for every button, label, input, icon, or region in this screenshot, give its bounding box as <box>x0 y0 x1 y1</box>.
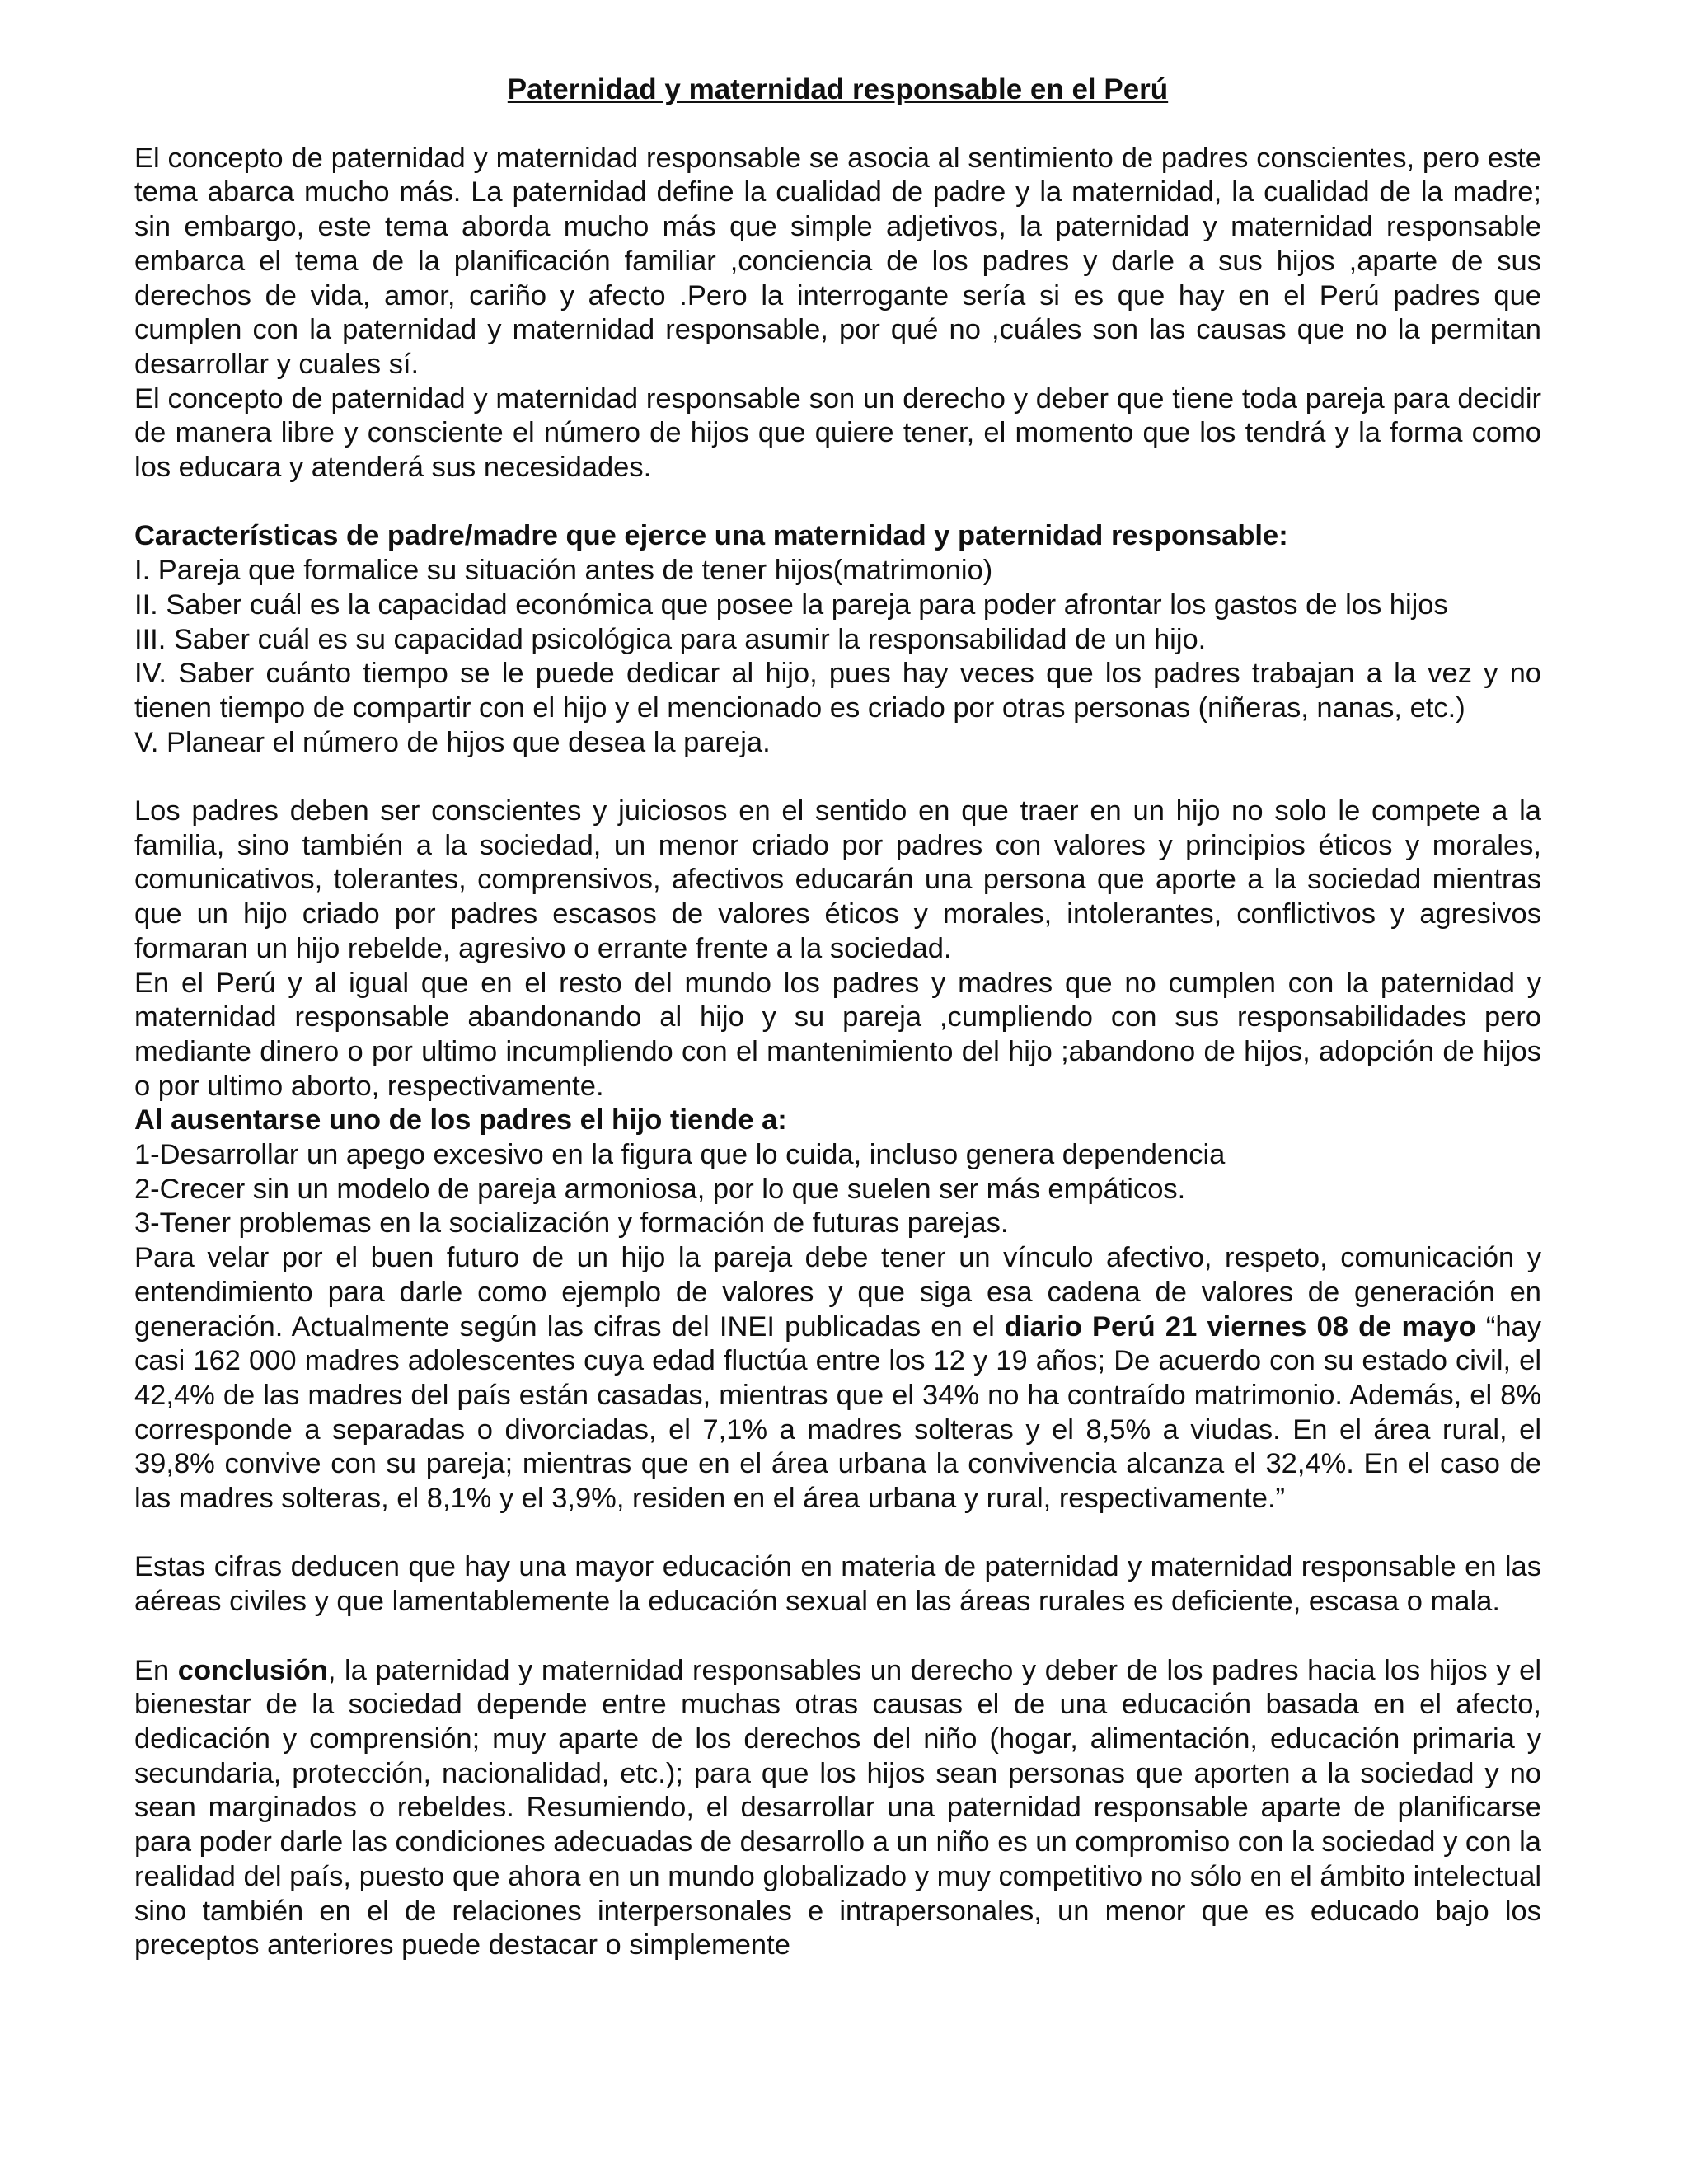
absence-item: 3-Tener problemas en la socialización y formación de futuras parejas. <box>134 1207 1009 1240</box>
stats-text-after: “hay casi 162 000 madres adolescentes cuya edad fluctúa entre los 12 y 19 años; De acuerdo con su estado civil, el 42,4% de las madres del país están casadas, mientras que el 34% no ha contraído matrimonio. Además, el 8% corresponde a separadas o divorciadas, el 7,1% a madres solteras y el 8,5% a viudas. En el área rural, el 39,8% convive con su pareja; mientras que en el área urbana la convivencia alcanza el 32,4%. En el caso de las madres solteras, el 8,1% y el 3,9%, residen en el área urbana y rural, respectivamente.” <box>134 1310 1541 1515</box>
intro-paragraph-2: El concepto de paternidad y maternidad responsable son un derecho y deber que tiene toda pareja para decidir de manera libre y consciente el número de hijos que quiere tener, el momento que los tendrá y la forma como los educara y atenderá sus necesidades. <box>134 382 1541 484</box>
stats-text-before: Para velar por el buen futuro de un hijo la pareja debe tener un vínculo afectivo, respeto, comunicación y entendimiento para darle como ejemplo de valores y que siga esa cadena de valores de generación en generación. Actualmente según las cifras del INEI publicadas en el <box>134 1242 1541 1343</box>
conclusion-bold: conclusión <box>177 1654 328 1686</box>
spacer <box>134 485 1541 520</box>
spacer <box>134 1619 1541 1654</box>
stats-paragraph <box>134 1241 1541 1516</box>
conclusion-text: , la paternidad y maternidad responsables un derecho y deber de los padres hacia los hijos y el bienestar de la sociedad depende entre muchas otras causas el de una educación basada en el afecto, dedicación y comprensión; muy aparte de los derechos del niño (hogar, alimentación, educación primaria y secundaria, protección, nacionalidad, etc.); para que los hijos sean personas que aporten a la sociedad y no sean marginados o rebeldes. Resumiendo, el desarrollar una paternidad responsable aparte de planificarse para poder darle las condiciones adecuadas de desarrollo a un niño es un compromiso con la sociedad y con la realidad del país, puesto que ahora en un mundo globalizado y muy competitivo no sólo en el ámbito intelectual sino también en el de relaciones interpersonales e intrapersonales, un menor que es educado bajo los preceptos anteriores puede destacar o simplemente <box>134 1654 1541 1961</box>
deduction-paragraph: Estas cifras deducen que hay una mayor educación en materia de paternidad y maternidad responsable en las aéreas civiles y que lamentablemente la educación sexual en las áreas rurales es deficiente, escasa o mala. <box>134 1551 1541 1618</box>
intro-paragraph-1: El concepto de paternidad y maternidad responsable se asocia al sentimiento de padres conscientes, pero este tema abarca mucho más. La paternidad define la cualidad de padre y la maternidad, la cualidad de la madre; sin embargo, este tema aborda mucho más que simple adjetivos, la paternidad y maternidad responsable embarca el tema de la planificación familiar ,conciencia de los padres y darle a sus hijos ,aparte de sus derechos de vida, amor, cariño y afecto .Pero la interrogante sería si es que hay en el Perú padres que cumplen con la paternidad y maternidad responsable, por qué no ,cuáles son las causas que no la permitan desarrollar y cuales sí. <box>134 142 1541 380</box>
characteristics-item: I. Pareja que formalice su situación antes de tener hijos(matrimonio) <box>134 555 993 587</box>
characteristics-item: V. Planear el número de hijos que desea la pareja. <box>134 726 771 758</box>
spacer <box>134 760 1541 794</box>
characteristics-item: II. Saber cuál es la capacidad económica que posee la pareja para poder afrontar los gastos de los hijos <box>134 588 1448 621</box>
document-title: Paternidad y maternidad responsable en el Perú <box>507 73 1169 105</box>
document-page <box>134 73 1541 1963</box>
body-paragraph-3: Los padres deben ser conscientes y juiciosos en el sentido en que traer en un hijo no solo le compete a la familia, sino también a la sociedad, un menor criado por padres con valores y principios éticos y morales, comunicativos, tolerantes, comprensivos, afectivos educarán una persona que aporte a la sociedad mientras que un hijo criado por padres escasos de valores éticos y morales, intolerantes, conflictivos y agresivos formaran un hijo rebelde, agresivo o errante frente a la sociedad. <box>134 795 1541 964</box>
characteristics-item: III. Saber cuál es su capacidad psicológica para asumir la responsabilidad de un hijo. <box>134 623 1207 655</box>
stats-source-bold: diario Perú 21 viernes 08 de mayo <box>1004 1310 1476 1343</box>
spacer <box>134 1516 1541 1551</box>
absence-item: 1-Desarrollar un apego excesivo en la figura que lo cuida, incluso genera dependencia <box>134 1139 1226 1171</box>
characteristics-item: IV. Saber cuánto tiempo se le puede dedicar al hijo, pues hay veces que los padres trabajan a la vez y no tienen tiempo de compartir con el hijo y el mencionado es criado por otras personas (niñeras, nanas, etc.) <box>134 658 1541 724</box>
conclusion-paragraph <box>134 1654 1541 1963</box>
characteristics-heading: Características de padre/madre que ejerce una maternidad y paternidad responsable: <box>134 520 1288 552</box>
conclusion-lead: En <box>134 1654 178 1686</box>
absence-heading: Al ausentarse uno de los padres el hijo tiende a: <box>134 1104 787 1137</box>
absence-item: 2-Crecer sin un modelo de pareja armoniosa, por lo que suelen ser más empáticos. <box>134 1173 1186 1205</box>
body-paragraph-4: En el Perú y al igual que en el resto del mundo los padres y madres que no cumplen con la paternidad y maternidad responsable abandonando al hijo y su pareja ,cumpliendo con sus responsabilidades pero mediante dinero o por ultimo incumpliendo con el mantenimiento del hijo ;abandono de hijos, adopción de hijos o por ultimo aborto, respectivamente. <box>134 967 1541 1102</box>
